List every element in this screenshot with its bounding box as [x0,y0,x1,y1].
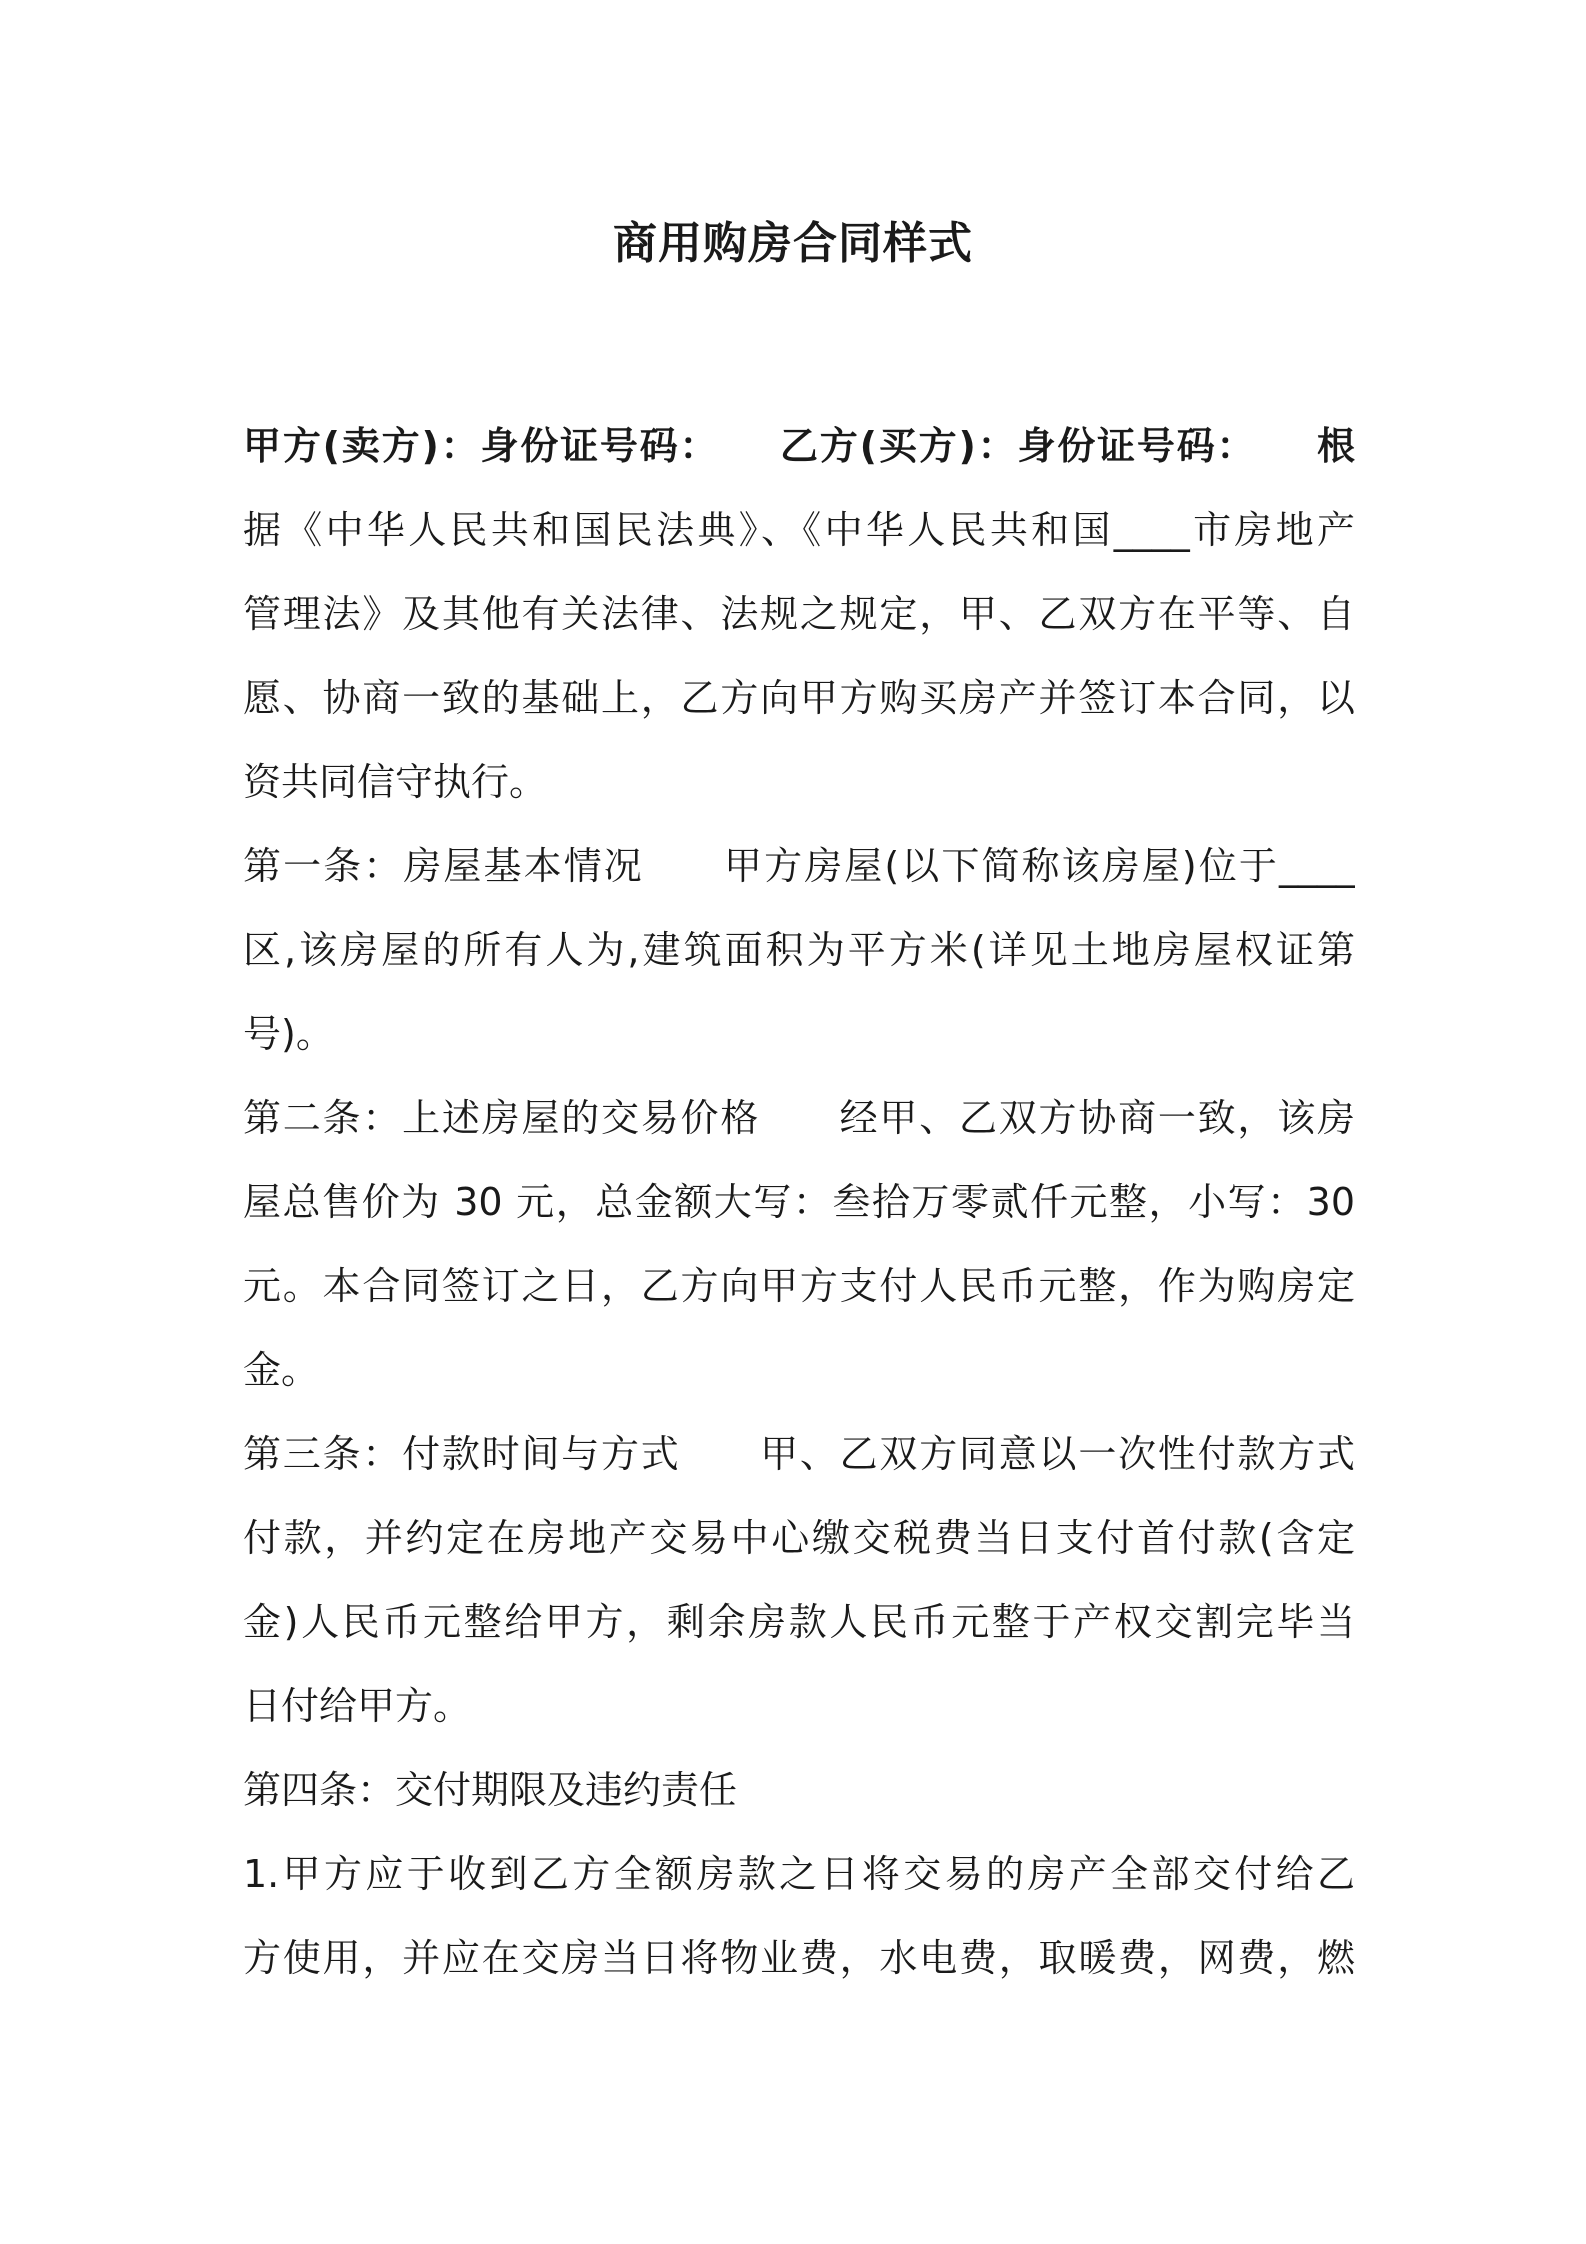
paragraph-line: 号)。 [243,1012,334,1056]
paragraph-line: 第一条：房屋基本情况 甲方房屋(以下简称该房屋)位于____ [243,844,1355,888]
paragraph-line: 据《中华人民共和国民法典》、《中华人民共和国____市房地产 [243,508,1355,552]
paragraph-line: 甲方(卖方)：身份证号码： 乙方(买方)：身份证号码： 根 [243,424,1355,468]
paragraph-line: 屋总售价为 30 元，总金额大写：叁拾万零贰仟元整，小写：30 [243,1180,1355,1224]
paragraph-line: 金。 [243,1348,320,1392]
paragraph-line: 第二条：上述房屋的交易价格 经甲、乙双方协商一致，该房 [243,1096,1355,1140]
document-title: 商用购房合同样式 [613,218,973,269]
paragraph-line: 元。本合同签订之日，乙方向甲方支付人民币元整，作为购房定 [243,1264,1355,1308]
paragraph-line: 方使用，并应在交房当日将物业费，水电费，取暖费，网费，燃 [243,1936,1355,1980]
paragraph-line: 区,该房屋的所有人为,建筑面积为平方米(详见土地房屋权证第 [243,928,1355,972]
paragraph-line: 资共同信守执行。 [243,760,548,804]
paragraph-line: 第三条：付款时间与方式 甲、乙双方同意以一次性付款方式 [243,1432,1355,1476]
paragraph-line: 付款，并约定在房地产交易中心缴交税费当日支付首付款(含定 [243,1516,1355,1560]
paragraph-line: 管理法》及其他有关法律、法规之规定，甲、乙双方在平等、自 [243,592,1355,636]
paragraph-line: 1.甲方应于收到乙方全额房款之日将交易的房产全部交付给乙 [243,1852,1355,1896]
paragraph-line: 金)人民币元整给甲方，剩余房款人民币元整于产权交割完毕当 [243,1600,1355,1644]
paragraph-line: 第四条：交付期限及违约责任 [243,1768,738,1812]
paragraph-line: 日付给甲方。 [243,1684,472,1728]
document-body [243,404,1355,2000]
paragraph-line: 愿、协商一致的基础上，乙方向甲方购买房产并签订本合同，以 [243,676,1355,720]
